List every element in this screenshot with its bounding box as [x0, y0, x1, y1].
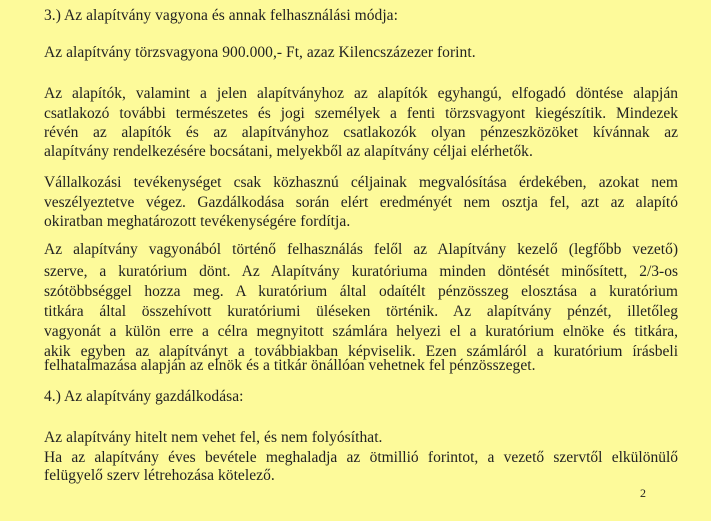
section-3-p4-line-1: Az alapítvány vagyonából történő felhasználás felől az Alapítvány kezelő (legfőbb vezető) — [44, 241, 678, 258]
page-number: 2 — [640, 486, 646, 500]
section-4-heading: 4.) Az alapítvány gazdálkodása: — [44, 388, 244, 405]
section-3-p2-line-3: révén az alapítók és az alapítványhoz csatlakozók olyan pénzeszközöket kívánnak az — [44, 124, 678, 141]
section-3-p4-line-4: titkára által összehívott kuratóriumi üléseken történik. Az alapítvány pénzét, illetőleg — [44, 303, 678, 320]
section-3-p2-line-4: alapítvány rendelkezésére bocsátani, melyekből az alapítvány céljai elérhetők. — [44, 143, 533, 160]
section-3-p4-line-3: szótöbbséggel hozza meg. A kuratórium által odaítélt pénzösszeg elosztása a kuratórium — [44, 283, 678, 300]
section-4-line-1: Az alapítvány hitelt nem vehet fel, és nem folyósíthat. — [44, 429, 383, 446]
section-3-p2-line-2: csatlakozó további természetes és jogi személyek a fenti törzsvagyont kiegészítik. Mindezek — [44, 105, 678, 122]
section-3-p4-line-6: akik egyben az alapítványt a továbbiakban képviselik. Ezen számláról a kuratórium írásbeli — [44, 343, 678, 360]
section-3-p2-line-1: Az alapítók, valamint a jelen alapítványhoz az alapítók egyhangú, elfogadó döntése alapján — [44, 85, 678, 102]
section-3-p3-line-3: okiratban meghatározott tevékenységére fordítja. — [44, 213, 351, 230]
section-4-line-2: Ha az alapítvány éves bevétele meghaladja az ötmillió forintot, a vezető szervtől elkülönülő — [44, 449, 678, 466]
section-3-heading: 3.) Az alapítvány vagyona és annak felhasználási módja: — [44, 7, 398, 24]
section-3-p4-line-5: vagyonát a külön erre a célra megnyitott számlára helyezi el a kuratórium elnöke és titkára, — [44, 323, 678, 340]
section-3-p4-line-2: szerve, a kuratórium dönt. Az Alapítvány kuratóriuma minden döntését minősített, 2/3-os — [44, 263, 678, 280]
section-3-p3-line-1: Vállalkozási tevékenységet csak közhasznú céljainak megvalósítása érdekében, azokat nem — [44, 174, 678, 191]
section-3-p4-line-7: felhatalmazása alapján az elnök és a titkár önállóan vehetnek fel pénzösszeget. — [44, 357, 536, 374]
section-3-paragraph-1: Az alapítvány törzsvagyona 900.000,- Ft, azaz Kilencszázezer forint. — [44, 44, 476, 61]
section-4-line-3: felügyelő szerv létrehozása kötelező. — [44, 467, 275, 484]
section-3-p3-line-2: veszélyeztetve végez. Gazdálkodása során elért eredményét nem osztja fel, azt az alapító — [44, 194, 678, 211]
